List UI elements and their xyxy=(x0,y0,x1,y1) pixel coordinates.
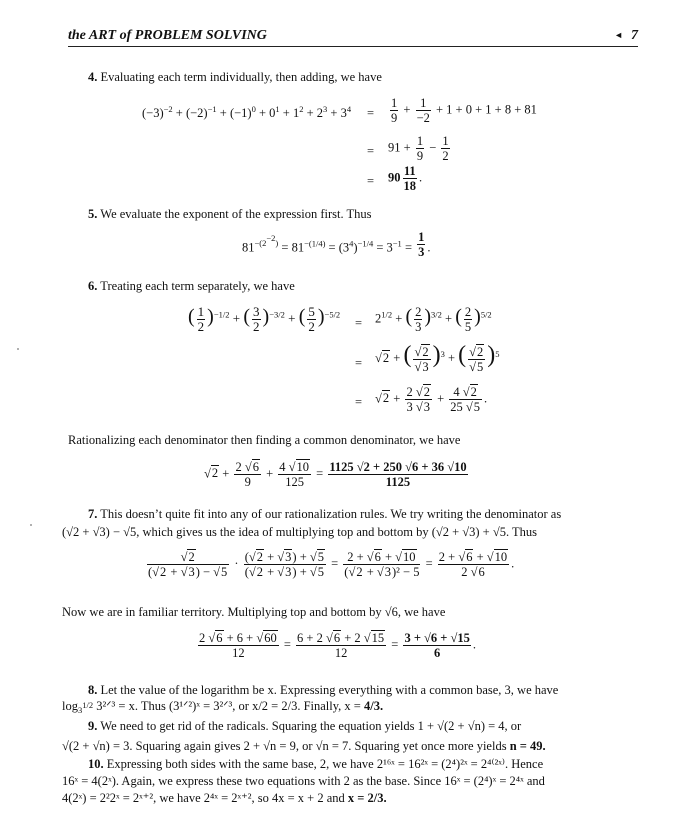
problem-4-result-den: 18 xyxy=(403,179,416,193)
problem-6-line2: √2 + ( $\frac{√2}{√3}$ )$^3$ + ( $\frac{√2}{√5}$ )$^5$ xyxy=(375,342,500,374)
problem-6-lhs: ( $\frac{1}{2}$ )$^{-1/2}$ + ( $\frac{3}{2}$ )$^{-3/2}$ + ( $\frac{5}{2}$ )$^{-5/2}$ xyxy=(188,304,341,334)
problem-6-line3: √2 + $\frac{2 √2}{3 √3}$ + $\frac{4 √2}{25 √5}$ . xyxy=(375,385,488,414)
problem-7-line1 xyxy=(88,506,561,522)
problem-7-line3: Now we are in familiar territory. Multiplying top and bottom by √6, we have xyxy=(62,605,446,619)
problem-8-number: 8. xyxy=(88,683,98,697)
problem-7-result-num: 3 + √6 + √15 xyxy=(404,631,470,645)
problem-7-number: 7. xyxy=(88,507,98,521)
problem-10-line2: 16ˣ = 4(2ˣ). Again, we express these two equations with 2 as the base. Since 16ˣ = (2⁴)ˣ = 2⁴ˣ and xyxy=(62,774,545,788)
problem-10-number: 10. xyxy=(88,757,104,771)
problem-7-text-1: This doesn’t quite fit into any of our rationalization rules. We try writing the denominator as xyxy=(100,507,562,521)
book-title: the ART of PROBLEM SOLVING xyxy=(68,28,267,43)
problem-10-line3 xyxy=(62,790,387,806)
page-number-area xyxy=(614,28,638,44)
problem-6-final: √2 + $\frac{2 √6}{9}$ + $\frac{4 √10}{125}$ = $\frac{1125 √2 + 250 √6 + 36 √10}{1125}$ xyxy=(204,460,467,489)
problem-9-number: 9. xyxy=(88,719,98,733)
problem-4-lhs: $(-3)^{-2} + (-2)^{-1} + (-1)^0 + 0^1 + 1^2 + 2^3 + 3^4$ xyxy=(142,104,352,120)
page-header xyxy=(68,26,638,47)
problem-6-number: 6. xyxy=(88,279,98,293)
problem-8-line2: $\log_{3^{1/2}}$ 3²ᐟ³ = x. Thus (3¹ᐟ²)ˣ = 3²ᐟ³, or x/2 = 2/3. Finally, x = 4/3. xyxy=(62,699,384,715)
equals-sign: = xyxy=(355,395,363,409)
problem-6-rationalize: Rationalizing each denominator then finding a common denominator, we have xyxy=(68,433,461,447)
problem-4-line2: 91 + $\frac{1}{9}$ − $\frac{1}{2}$ xyxy=(388,134,449,163)
problem-4-result-num: 11 xyxy=(403,164,416,178)
stray-mark xyxy=(17,348,19,350)
problem-5-intro xyxy=(88,206,372,222)
problem-9-answer: n = 49. xyxy=(509,739,546,753)
problem-6-text: Treating each term separately, we have xyxy=(100,279,295,293)
log-word: log xyxy=(62,699,78,713)
problem-10-line1 xyxy=(88,756,543,772)
problem-9-line1 xyxy=(88,718,521,734)
problem-5-equation: $81^{-(2^{-2})} = 81^{-(1/4)} = (3^4)^{-1/4} = 3^{-1}$ = $\frac{1}{3}$ . xyxy=(242,230,431,259)
equals-sign: = xyxy=(355,316,363,330)
problem-6-intro xyxy=(88,278,295,294)
problem-10-text-1: Expressing both sides with the same base, 2, we have 2¹⁶ˣ = 16²ˣ = (2⁴)²ˣ = 2⁴⁽²ˣ⁾. Hence xyxy=(106,757,544,771)
problem-7-equation: $\frac{√2}{(√2 + √3) - √5}$ · $\frac{(√2 + √3) + √5}{(√2 + √3) + √5}$ = $\frac{2 + √6 + √10}{\text{(√2 + √3)² − 5}}$ = $\frac{2 + √6 + √10}{2 √6}$ . xyxy=(148,550,515,579)
problem-4-line2-lead: 91 + xyxy=(388,140,411,155)
problem-8-text-2: 3²ᐟ³ = x. Thus (3¹ᐟ²)ˣ = 3²ᐟ³, or x/2 = 2/3. Finally, x = xyxy=(96,699,361,713)
problem-5-number: 5. xyxy=(88,207,98,221)
problem-7-result-den: 6 xyxy=(434,646,441,660)
equals-sign: = xyxy=(367,144,375,158)
problem-4-line1-tail: + 1 + 0 + 1 + 8 + 81 xyxy=(436,102,537,117)
problem-4-result-whole: 90 xyxy=(388,170,401,185)
problem-7-final: $\frac{2 √6 + 6 + √60}{12}$ = $\frac{6 + 2 √6 + 2 √15}{12}$ = $\frac{3 + √6 + √15}{6}$ . xyxy=(199,631,477,660)
problem-8-text-1: Let the value of the logarithm be x. Expressing everything with a common base, 3, we have xyxy=(100,683,559,697)
stray-mark xyxy=(30,524,32,526)
problem-7-line2: (√2 + √3) − √5, which gives us the idea of multiplying top and bottom by (√2 + √3) + √5. Thus xyxy=(62,525,537,539)
problem-9-line2 xyxy=(62,738,546,754)
problem-4-result: 90 $\frac{11}{18}$ . xyxy=(388,164,423,193)
problem-8-answer: 4/3. xyxy=(363,699,384,713)
left-arrow-icon: ◄ xyxy=(614,30,623,40)
problem-9-text-2: √(2 + √n) = 3. Squaring again gives 2 + √n = 9, or √n = 7. Squaring yet once more yields xyxy=(62,739,507,753)
problem-4-line1: $\frac{1}{9}$ + $\frac{1}{-2}$ + 1 + 0 + 1 + 8 + 81 xyxy=(391,96,537,125)
problem-10-answer: x = 2/3. xyxy=(347,791,387,805)
problem-6-line1: $2^{1/2}$ + ( $\frac{2}{3}$ )$^{3/2}$ + ( $\frac{2}{5}$ )$^{5/2}$ xyxy=(375,305,492,334)
problem-6-result-num: 1125 √2 + 250 √6 + 36 √10 xyxy=(329,460,467,474)
equals-sign: = xyxy=(367,174,375,188)
problem-5-text: We evaluate the exponent of the expression first. Thus xyxy=(100,207,372,221)
problem-4-intro xyxy=(88,69,382,85)
problem-9-text-1: We need to get rid of the radicals. Squaring the equation yields 1 + √(2 + √n) = 4, or xyxy=(100,719,522,733)
problem-4-number: 4. xyxy=(88,70,98,84)
page-number: 7 xyxy=(631,28,638,43)
equals-sign: = xyxy=(367,106,375,120)
problem-6-result-den: 1125 xyxy=(385,475,411,489)
problem-4-text: Evaluating each term individually, then adding, we have xyxy=(100,70,382,84)
problem-8-line1 xyxy=(88,682,558,698)
problem-10-text-3: 4(2ˣ) = 2²2ˣ = 2ˣ⁺², we have 2⁴ˣ = 2ˣ⁺², so 4x = x + 2 and xyxy=(62,791,345,805)
equals-sign: = xyxy=(355,356,363,370)
